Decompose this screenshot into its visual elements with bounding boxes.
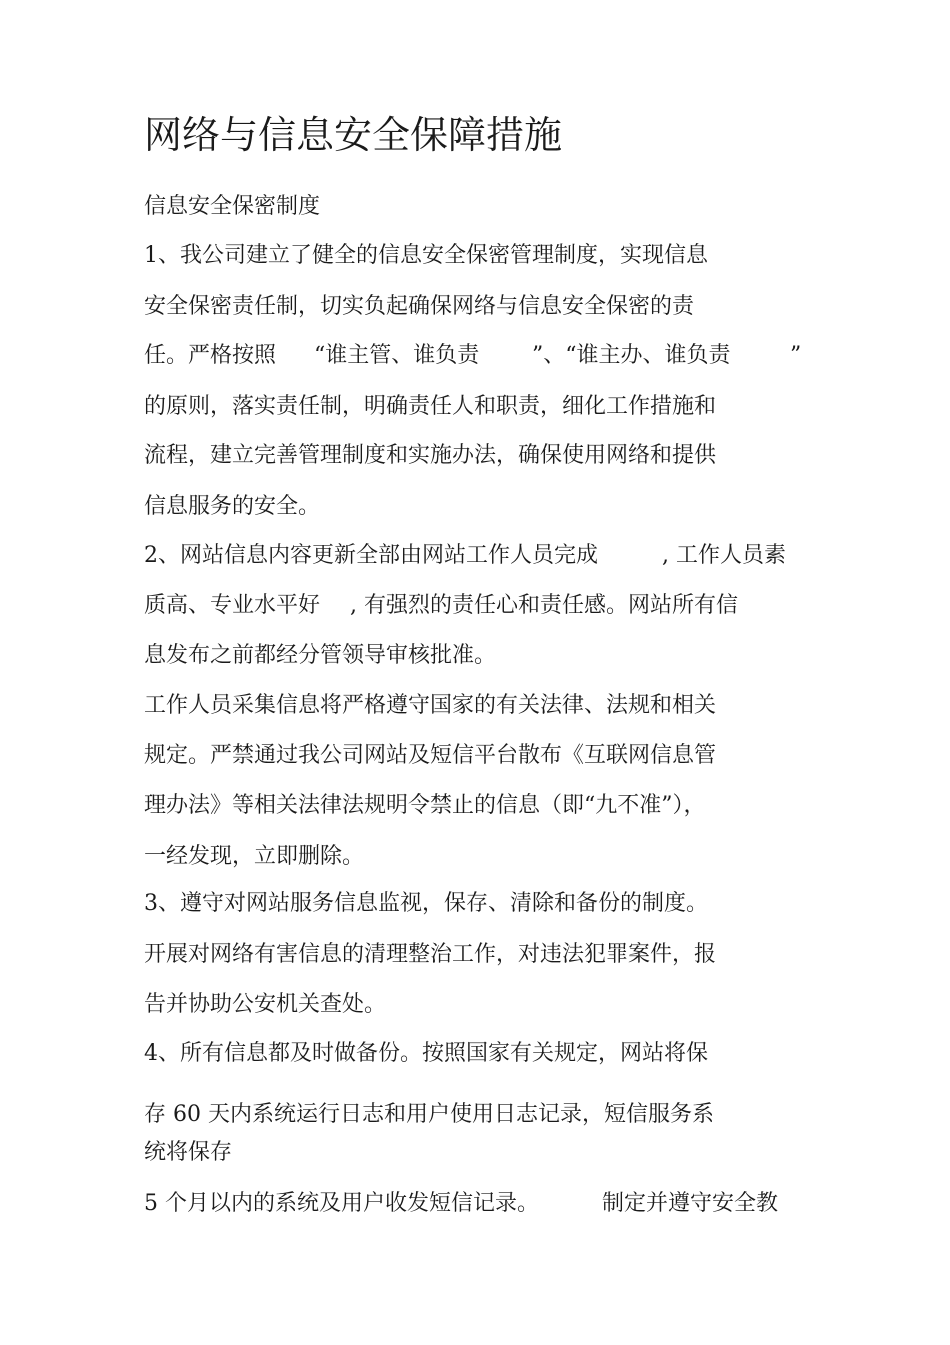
paragraph-line: 流程，建立完善管理制度和实施办法，确保使用网络和提供 — [144, 443, 717, 468]
paragraph-line: 3、遵守对网站服务信息监视，保存、清除和备份的制度。 — [144, 891, 708, 916]
paragraph-line: 存 60 天内系统运行日志和用户使用日志记录，短信服务系 — [144, 1102, 714, 1127]
text-segment: ” — [790, 343, 802, 368]
text-segment: ”、“谁主办、谁负责 — [532, 343, 731, 368]
paragraph-line: 告并协助公安机关查处。 — [144, 992, 387, 1017]
paragraph-line: 的原则，落实责任制，明确责任人和职责，细化工作措施和 — [144, 394, 717, 419]
text-segment: , 工作人员素 — [662, 543, 786, 568]
section-heading: 信息安全保密制度 — [144, 194, 321, 219]
paragraph-line: 工作人员采集信息将严格遵守国家的有关法律、法规和相关 — [144, 693, 717, 718]
text-segment: , 有强烈的责任心和责任感。网站所有信 — [350, 593, 738, 618]
paragraph-line: 一经发现，立即删除。 — [144, 844, 365, 869]
paragraph-line: 规定。严禁通过我公司网站及短信平台散布《互联网信息管 — [144, 743, 717, 768]
text-segment: 制定并遵守安全教 — [602, 1191, 779, 1216]
text-segment: 2、网站信息内容更新全部由网站工作人员完成 — [144, 543, 598, 568]
text-segment: “谁主管、谁负责 — [314, 343, 480, 368]
paragraph-line — [144, 341, 824, 371]
paragraph-line: 开展对网络有害信息的清理整治工作，对违法犯罪案件，报 — [144, 942, 717, 967]
paragraph-line: 理办法》等相关法律法规明令禁止的信息（即“九不准”）， — [144, 793, 706, 818]
text-segment: 质高、专业水平好 — [144, 593, 321, 618]
document-title: 网络与信息安全保障措施 — [144, 113, 563, 157]
text-segment: 任。严格按照 — [144, 343, 277, 368]
paragraph-line: 息发布之前都经分管领导审核批准。 — [144, 643, 497, 668]
paragraph-line: 统将保存 — [144, 1140, 233, 1165]
text-segment: 5 个月以内的系统及用户收发短信记录。 — [144, 1191, 539, 1216]
paragraph-line — [144, 1189, 804, 1219]
paragraph-line — [144, 591, 764, 621]
paragraph-line: 信息服务的安全。 — [144, 494, 321, 519]
paragraph-line: 4、所有信息都及时做备份。按照国家有关规定，网站将保 — [144, 1041, 708, 1066]
paragraph-line: 1、我公司建立了健全的信息安全保密管理制度，实现信息 — [144, 243, 708, 268]
paragraph-line — [144, 541, 804, 571]
paragraph-line: 安全保密责任制，切实负起确保网络与信息安全保密的责 — [144, 294, 695, 319]
